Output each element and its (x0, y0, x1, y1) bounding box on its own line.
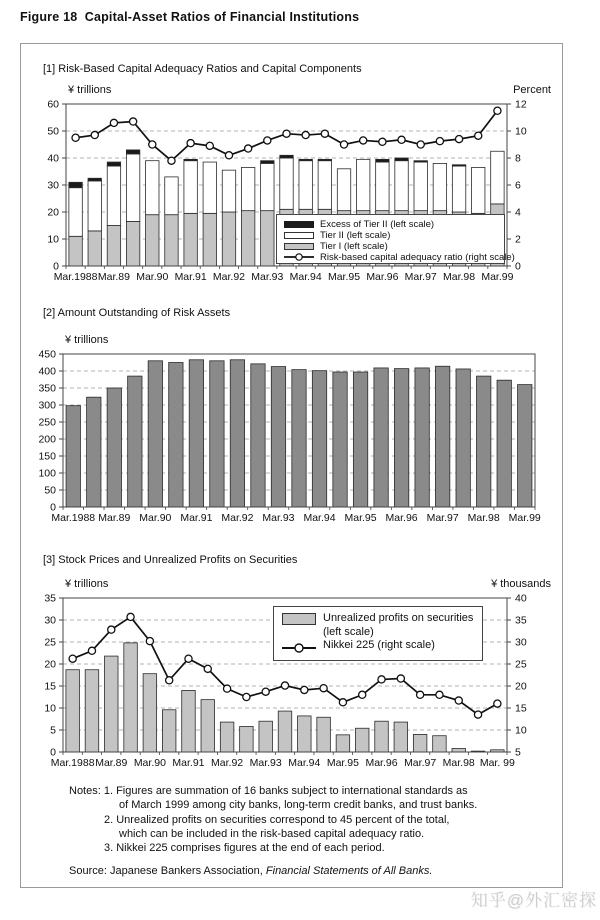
bar-segment (491, 151, 504, 204)
legend-label: Nikkei 225 (right scale) (323, 639, 435, 651)
svg-text:¥ thousands: ¥ thousands (491, 578, 551, 590)
bar (452, 748, 466, 752)
bar (259, 721, 273, 752)
svg-text:50: 50 (44, 484, 56, 497)
svg-text:Mar.96: Mar.96 (365, 757, 398, 769)
line-marker (455, 136, 462, 143)
bar (230, 360, 244, 507)
svg-text:Mar.91: Mar.91 (172, 757, 205, 769)
svg-text:Mar. 99: Mar. 99 (479, 757, 515, 769)
svg-text:20: 20 (47, 206, 59, 219)
bar-segment (126, 221, 139, 266)
legend-label: Excess of Tier II (left scale) (320, 218, 435, 230)
legend-label: Tier II (left scale) (320, 229, 391, 241)
bar (355, 728, 369, 752)
unrealized-profits-swatch-icon (282, 613, 316, 625)
bar-segment (126, 150, 139, 154)
line-marker (168, 157, 175, 164)
line-marker (417, 691, 424, 698)
chart3-section-label: [3] Stock Prices and Unrealized Profits on Securities (43, 554, 298, 566)
bar-segment (184, 159, 197, 160)
bar (128, 376, 142, 507)
legend-row-tier1 (284, 241, 499, 252)
legend-label-line2: (left scale) (323, 625, 374, 638)
bar-segment (222, 170, 235, 212)
svg-text:Mar.1988: Mar.1988 (53, 271, 98, 283)
note-line: of March 1999 among city banks, long-term credit banks, and trust banks. (119, 799, 478, 812)
svg-text:0: 0 (50, 501, 56, 514)
line-marker (204, 665, 211, 672)
bar (497, 380, 511, 507)
svg-text:10: 10 (515, 125, 527, 138)
line-marker (436, 138, 443, 145)
line-marker (360, 137, 367, 144)
line-marker (417, 141, 424, 148)
bar (278, 711, 292, 752)
bar-segment (395, 158, 408, 161)
bar (394, 369, 408, 507)
line-marker (146, 638, 153, 645)
svg-text:Mar.1988: Mar.1988 (50, 757, 95, 769)
legend-row-ratio (284, 251, 515, 263)
svg-text:30: 30 (515, 636, 527, 649)
bar (353, 372, 367, 507)
line-marker (223, 685, 230, 692)
svg-text:20: 20 (515, 680, 527, 693)
svg-text:35: 35 (44, 592, 56, 605)
bar (435, 366, 449, 507)
svg-text:15: 15 (515, 702, 527, 715)
bar-segment (280, 158, 293, 209)
svg-text:6: 6 (515, 179, 521, 192)
bar (201, 700, 215, 752)
svg-text:100: 100 (38, 467, 56, 480)
svg-text:Mar.99: Mar.99 (508, 512, 541, 524)
svg-text:12: 12 (515, 98, 527, 111)
svg-text:Mar.95: Mar.95 (344, 512, 377, 524)
bar (107, 388, 121, 507)
bar (66, 406, 80, 507)
risk-assets-chart (21, 329, 564, 541)
svg-text:Mar.95: Mar.95 (326, 757, 359, 769)
chart1-section-label: [1] Risk-Based Capital Adequacy Ratios and Capital Components (43, 63, 362, 75)
line-marker (245, 145, 252, 152)
bar-segment (184, 161, 197, 214)
svg-text:Mar.95: Mar.95 (327, 271, 361, 283)
line-marker (149, 141, 156, 148)
line-marker (262, 688, 269, 695)
chart3-legend (273, 606, 483, 661)
bar (375, 721, 389, 752)
svg-text:Mar.90: Mar.90 (139, 512, 172, 524)
bar (333, 372, 347, 507)
bar-segment (184, 213, 197, 266)
bar (124, 643, 138, 752)
bar-segment (69, 182, 82, 187)
bar-segment (69, 236, 82, 266)
bar-segment (414, 161, 427, 162)
svg-text:Mar.93: Mar.93 (262, 512, 295, 524)
svg-text:¥ trillions: ¥ trillions (68, 84, 112, 96)
line-marker (494, 700, 501, 707)
svg-text:Mar.89: Mar.89 (98, 512, 131, 524)
bar (415, 368, 429, 507)
line-marker (359, 691, 366, 698)
line-marker (339, 699, 346, 706)
bar (210, 361, 224, 507)
bar-segment (376, 162, 389, 211)
line-marker (455, 697, 462, 704)
bar (105, 656, 119, 752)
legend-label: Risk-based capital adequacy ratio (right scale) (320, 251, 515, 263)
line-marker (108, 626, 115, 633)
svg-text:350: 350 (38, 382, 56, 395)
bar (477, 376, 491, 507)
svg-text:40: 40 (47, 152, 59, 165)
bar-segment (261, 211, 274, 266)
svg-text:Mar.94: Mar.94 (303, 512, 336, 524)
bar-segment (107, 162, 120, 166)
line-marker (281, 682, 288, 689)
line-marker (187, 140, 194, 147)
bar (182, 690, 196, 752)
bar (312, 371, 326, 507)
chart2-section-label: [2] Amount Outstanding of Risk Assets (43, 307, 231, 319)
bar-segment (222, 212, 235, 266)
line-marker (301, 686, 308, 693)
bar (148, 361, 162, 507)
svg-text:150: 150 (38, 450, 56, 463)
line-marker (494, 107, 501, 114)
svg-text:25: 25 (515, 658, 527, 671)
svg-text:450: 450 (38, 348, 56, 361)
line-marker (69, 655, 76, 662)
bar-segment (299, 161, 312, 210)
line-marker (379, 138, 386, 145)
svg-text:400: 400 (38, 365, 56, 378)
line-marker (130, 118, 137, 125)
svg-text:¥ trillions: ¥ trillions (65, 334, 109, 346)
svg-text:Mar.97: Mar.97 (404, 271, 437, 283)
line-marker (398, 136, 405, 143)
svg-text:60: 60 (47, 98, 59, 111)
svg-text:Mar.97: Mar.97 (404, 757, 437, 769)
svg-text:300: 300 (38, 399, 56, 412)
bar-segment (165, 215, 178, 266)
svg-text:0: 0 (53, 260, 59, 273)
notes-block (69, 784, 539, 879)
svg-text:50: 50 (47, 125, 59, 138)
svg-text:0: 0 (515, 260, 521, 273)
bar-segment (203, 213, 216, 266)
svg-text:0: 0 (50, 746, 56, 759)
svg-text:Mar.89: Mar.89 (95, 757, 128, 769)
source-prefix: Source: Japanese Bankers Association, (69, 865, 266, 878)
legend-row-nikkei (282, 639, 476, 654)
svg-text:10: 10 (44, 702, 56, 715)
bar (251, 364, 265, 507)
svg-text:Mar.98: Mar.98 (443, 271, 476, 283)
bar (518, 385, 532, 507)
svg-text:Mar.92: Mar.92 (211, 757, 244, 769)
svg-text:4: 4 (515, 206, 521, 219)
nikkei-line-marker-icon (282, 642, 316, 654)
bar-segment (126, 154, 139, 222)
svg-text:8: 8 (515, 152, 521, 165)
line-marker (127, 613, 134, 620)
note-line: Notes: 1. Figures are summation of 16 banks subject to international standards as (69, 785, 468, 797)
svg-text:250: 250 (38, 416, 56, 429)
tier1-swatch-icon (284, 243, 314, 250)
svg-text:15: 15 (44, 680, 56, 693)
bar (189, 360, 203, 507)
line-marker (436, 691, 443, 698)
svg-text:Mar.94: Mar.94 (288, 757, 321, 769)
line-marker (475, 132, 482, 139)
bar (87, 397, 101, 507)
notes-lines (69, 784, 539, 855)
bar-segment (107, 226, 120, 267)
svg-text:Mar.97: Mar.97 (426, 512, 459, 524)
line-marker (397, 675, 404, 682)
line-marker (206, 142, 213, 149)
svg-text:Mar.90: Mar.90 (133, 757, 166, 769)
bar (394, 722, 408, 752)
bar-segment (318, 161, 331, 210)
bar-segment (433, 163, 446, 210)
svg-text:Mar.92: Mar.92 (212, 271, 246, 283)
svg-text:Mar.93: Mar.93 (249, 757, 282, 769)
svg-text:10: 10 (515, 724, 527, 737)
bar (220, 722, 234, 752)
line-marker (243, 693, 250, 700)
bar (413, 734, 427, 752)
line-marker (72, 134, 79, 141)
source-title: Financial Statements of All Banks. (265, 865, 433, 878)
svg-text:Mar.94: Mar.94 (289, 271, 322, 283)
note-line: 3. Nikkei 225 comprises figures at the end of each period. (104, 842, 385, 855)
bar-segment (452, 165, 465, 166)
bar (374, 368, 388, 507)
line-marker (110, 119, 117, 126)
svg-text:30: 30 (47, 179, 59, 192)
bar-segment (165, 177, 178, 215)
bar-segment (88, 231, 101, 266)
line-marker (340, 141, 347, 148)
bar (240, 726, 254, 752)
svg-text:Mar.1988: Mar.1988 (51, 512, 96, 524)
svg-text:Percent: Percent (513, 84, 551, 96)
figure-box (20, 43, 563, 888)
svg-text:30: 30 (44, 614, 56, 627)
line-marker (378, 676, 385, 683)
bar-segment (299, 159, 312, 160)
bar (298, 716, 312, 752)
svg-text:Mar.96: Mar.96 (366, 271, 399, 283)
bar-segment (88, 178, 101, 181)
bar-segment (241, 167, 254, 210)
line-marker (302, 131, 309, 138)
svg-text:25: 25 (44, 636, 56, 649)
line-marker (474, 711, 481, 718)
bar-segment (280, 155, 293, 158)
bar-segment (376, 159, 389, 162)
legend-label-line1: Unrealized profits on securities (323, 612, 474, 624)
line-marker (166, 677, 173, 684)
bar (433, 736, 447, 752)
bar (317, 717, 331, 752)
svg-text:2: 2 (515, 233, 521, 246)
bar-segment (261, 163, 274, 210)
bar (85, 670, 99, 752)
bar-segment (69, 188, 82, 237)
source-line (69, 864, 539, 878)
svg-text:35: 35 (515, 614, 527, 627)
legend-label: Tier I (left scale) (320, 240, 388, 252)
svg-text:5: 5 (50, 724, 56, 737)
svg-text:Mar.89: Mar.89 (97, 271, 130, 283)
svg-text:Mar.93: Mar.93 (251, 271, 284, 283)
legend-row-unrealized (282, 612, 476, 639)
legend-row-excess-tier2 (284, 219, 499, 230)
bar (271, 367, 285, 507)
bar-segment (146, 161, 159, 215)
line-marker (225, 152, 232, 159)
bar (162, 710, 176, 752)
line-marker (320, 685, 327, 692)
svg-text:Mar.92: Mar.92 (221, 512, 254, 524)
note-line: which can be included in the risk-based capital adequacy ratio. (119, 827, 425, 840)
bar-segment (107, 166, 120, 225)
bar-segment (88, 181, 101, 231)
bar (336, 735, 350, 752)
bar-segment (356, 159, 369, 210)
svg-text:¥ trillions: ¥ trillions (65, 578, 109, 590)
bar (169, 363, 183, 508)
bars-layer (66, 360, 532, 507)
bar-segment (146, 215, 159, 266)
svg-text:10: 10 (47, 233, 59, 246)
svg-text:Mar.91: Mar.91 (174, 271, 207, 283)
svg-text:200: 200 (38, 433, 56, 446)
page-title: Figure 18 Capital-Asset Ratios of Financial Institutions (20, 10, 360, 24)
line-marker (88, 647, 95, 654)
bar (292, 370, 306, 507)
bar-segment (414, 162, 427, 211)
bar-segment (472, 167, 485, 213)
watermark: 知乎@外汇密探 (470, 891, 597, 910)
bar (66, 670, 80, 752)
ratio-line-marker-icon (284, 252, 314, 262)
svg-text:Mar.96: Mar.96 (385, 512, 418, 524)
line-marker (321, 130, 328, 137)
legend-row-tier2 (284, 230, 499, 241)
bar (143, 674, 157, 752)
svg-text:40: 40 (515, 592, 527, 605)
svg-text:Mar.99: Mar.99 (481, 271, 514, 283)
line-marker (185, 655, 192, 662)
svg-text:Mar.98: Mar.98 (467, 512, 500, 524)
bar-segment (395, 161, 408, 211)
tier2-swatch-icon (284, 232, 314, 239)
bar-segment (452, 166, 465, 212)
bar-segment (337, 169, 350, 211)
svg-text:Mar.98: Mar.98 (442, 757, 475, 769)
svg-text:Mar.91: Mar.91 (180, 512, 213, 524)
legend-label (323, 612, 473, 639)
svg-text:20: 20 (44, 658, 56, 671)
line-marker (283, 130, 290, 137)
svg-text:5: 5 (515, 746, 521, 759)
line-marker (91, 131, 98, 138)
bar-segment (241, 211, 254, 266)
excess-tier2-swatch-icon (284, 221, 314, 228)
bar-segment (261, 161, 274, 164)
bar-segment (318, 159, 331, 160)
line-marker (264, 137, 271, 144)
note-line: 2. Unrealized profits on securities correspond to 45 percent of the total, (104, 813, 450, 826)
svg-text:Mar.90: Mar.90 (136, 271, 169, 283)
chart1-legend (276, 214, 515, 264)
bar-segment (203, 162, 216, 213)
bar (456, 369, 470, 507)
